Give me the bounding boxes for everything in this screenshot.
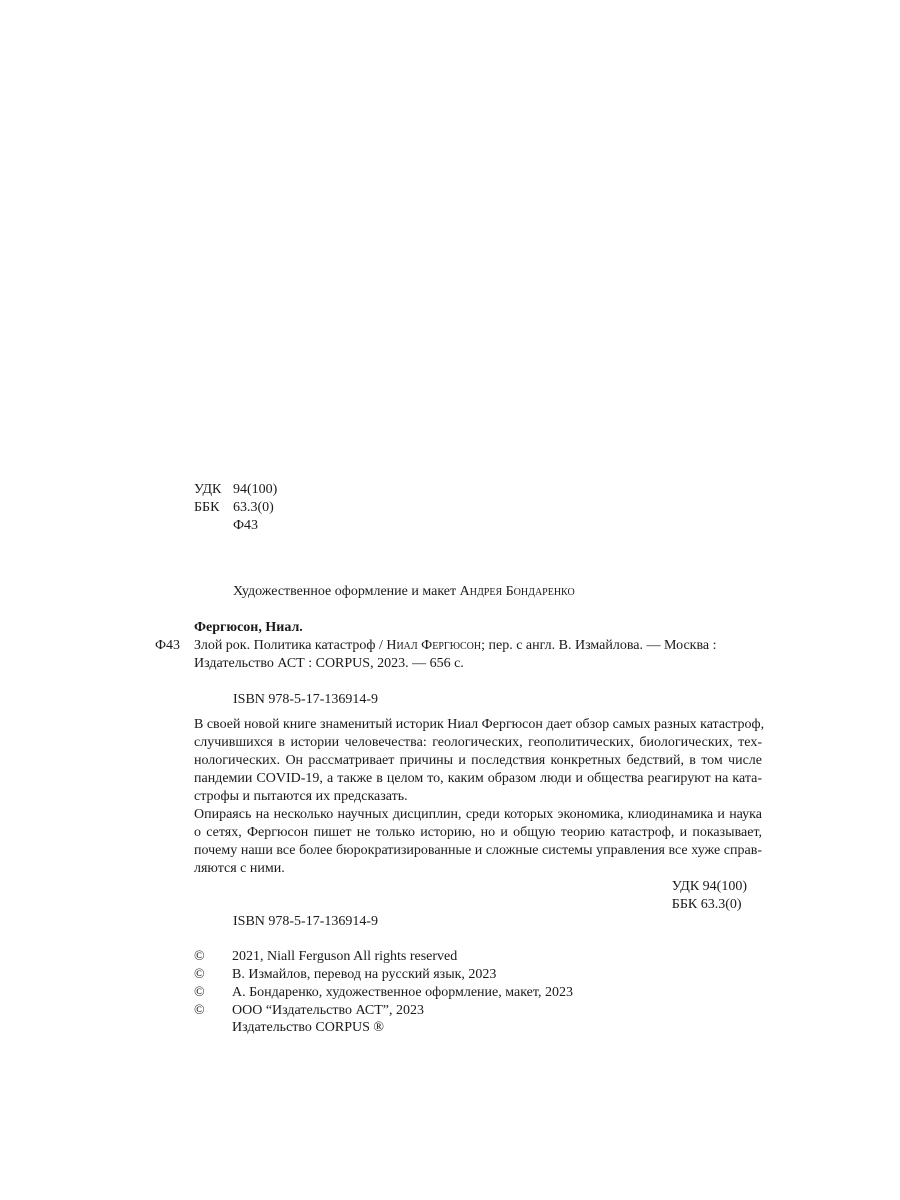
author-mark: Ф43 (233, 518, 259, 533)
copyright-icon: © (194, 1003, 205, 1018)
annotation-line: В своей новой книге знаменитый историк Ниал Фергюсон дает обзор самых разных катастроф, (194, 717, 765, 732)
copyright-text: В. Измайлов, перевод на русский язык, 2023 (232, 967, 497, 982)
bbk-right: ББК 63.3(0) (671, 897, 742, 912)
udk-right: УДК 94(100) (671, 879, 747, 894)
design-credit-name: Андрея Бондаренко (459, 584, 575, 599)
annotation-line: пандемии COVID-19, а также в целом то, каким образом люди и общества реагируют на ката- (194, 771, 762, 786)
annotation-line: случившихся в истории человечества: геологических, геополитических, биологических, тех- (194, 735, 762, 750)
copyright-line (194, 1002, 424, 1020)
copyright-text: А. Бондаренко, художественное оформление, макет, 2023 (232, 985, 573, 1000)
bib-author: Фергюсон, Ниал. (194, 620, 303, 635)
copyright-line (194, 984, 573, 1002)
copyright-line (194, 966, 496, 984)
bib-title-rest: ; пер. с англ. В. Измайлова. — Москва : (481, 638, 717, 653)
annotation-line: ляются с ними. (194, 861, 285, 876)
copyright-line (194, 948, 457, 966)
annotation-line: Опираясь на несколько научных дисциплин, среди которых экономика, клиодинамика и наука (194, 807, 762, 822)
copyright-icon: © (194, 967, 205, 982)
publisher-line: Издательство CORPUS ® (232, 1020, 385, 1035)
classification-right (672, 878, 747, 914)
isbn-top: ISBN 978-5-17-136914-9 (233, 692, 379, 707)
copyright-icon: © (194, 985, 205, 1000)
annotation-line: почему наши все более бюрократизированные и сложные системы управления все хуже справ- (194, 843, 762, 858)
copyright-text: ООО “Издательство АСТ”, 2023 (232, 1003, 424, 1018)
annotation-line: о сетях, Фергюсон пишет не только историю, но и общую теорию катастроф, и показывает, (194, 825, 762, 840)
udk-label: УДК (194, 482, 222, 497)
annotation-paragraph-2 (194, 806, 762, 878)
bib-author-mark: Ф43 (155, 638, 181, 653)
bib-title: Злой рок. Политика катастроф / (194, 638, 383, 653)
annotation-line: нологических. Он рассматривает причины и последствия конкретных бедствий, в том числе (194, 753, 762, 768)
design-credit-text: Художественное оформление и макет (233, 584, 457, 599)
bib-line-1 (194, 638, 717, 654)
udk-value: 94(100) (233, 482, 278, 497)
isbn-bottom: ISBN 978-5-17-136914-9 (233, 914, 379, 929)
copyright-text: 2021, Niall Ferguson All rights reserved (232, 949, 458, 964)
annotation-line: строфы и пытаются их предсказать. (194, 789, 408, 804)
copyright-icon: © (194, 949, 205, 964)
bbk-label: ББК (194, 500, 220, 515)
annotation-paragraph-1 (194, 716, 765, 806)
bbk-value: 63.3(0) (233, 500, 274, 515)
bib-line-2: Издательство АСТ : CORPUS, 2023. — 656 с. (194, 656, 464, 671)
bib-title-author: Ниал Фергюсон (386, 638, 482, 653)
design-credit (233, 584, 575, 600)
